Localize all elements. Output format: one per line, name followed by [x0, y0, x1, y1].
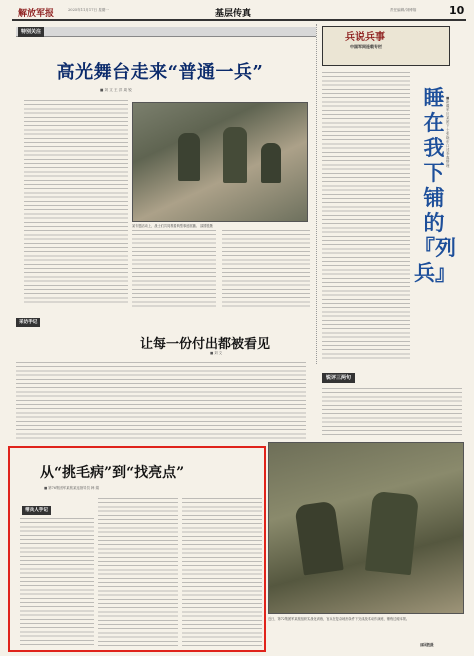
- column-banner: [322, 26, 450, 66]
- kicker-bar: [16, 27, 316, 37]
- soldier-figure: [294, 501, 343, 576]
- article1-photo[interactable]: [132, 102, 308, 222]
- soldier-figure: [261, 143, 281, 183]
- vertical-article-byline: ■ 新疆军区某团下士 张晓东 口述 李鑫 整理: [446, 96, 450, 168]
- article1-body-col1: [24, 100, 128, 305]
- soldier-figure: [365, 491, 419, 575]
- masthead: 解放军报: [18, 9, 55, 19]
- article1-photo-credit: 邵国胜摄: [199, 224, 213, 228]
- vertical-article-headline[interactable]: 睡在我下铺的『列兵』: [414, 85, 456, 285]
- article1-headline[interactable]: 高光舞台走来“普通一兵”: [56, 62, 264, 83]
- vertical-article-body: [322, 72, 410, 362]
- sanlian-tag: 锐评三两句: [322, 373, 355, 383]
- training-photo[interactable]: [268, 442, 464, 614]
- article1-body-col2: [132, 230, 216, 308]
- section-title: 基层传真: [215, 9, 252, 19]
- special-tag: 特别关注: [18, 27, 44, 37]
- soldier-figure: [178, 133, 200, 181]
- issue-date: 2025年11月17日 星期一: [68, 8, 109, 12]
- article1-byline: ■ 刘 文 王 洋 周 锐: [100, 88, 132, 92]
- article3-headline[interactable]: 从“挑毛病”到“找亮点”: [40, 465, 185, 481]
- article1-photo-caption: 某专题活动上，战士们共同观看典型事迹展播。 邵国胜摄: [132, 224, 213, 228]
- article3-body-col2: [98, 498, 178, 646]
- column-title: 兵说兵事: [345, 32, 385, 43]
- article3-byline: ■ 第76集团军某旅某连指导员 韩 娟: [44, 486, 99, 490]
- training-photo-credit: 邵国胜摄: [420, 643, 434, 647]
- article3-column-tag: 带兵人手记: [22, 506, 51, 515]
- journal-tag: 采访手记: [16, 318, 40, 327]
- article3-body-col1: [20, 518, 94, 646]
- article2-body: [16, 362, 306, 442]
- column-divider: [316, 24, 317, 364]
- soldier-figure: [223, 127, 247, 183]
- article2-byline: ■ 刘 文: [210, 351, 223, 355]
- editor-credit: 责任编辑/刘博翔: [390, 8, 417, 12]
- column-subtitle: 中国军网连载专栏: [350, 44, 382, 49]
- header-rule: [12, 19, 466, 21]
- article2-headline[interactable]: 让每一份付出都被看见: [140, 337, 271, 352]
- training-photo-caption: 近日，第72集团军某旅组织实战化训练，官兵在复杂地形条件下完成战术动作演练，锤炼过硬本领。: [268, 617, 410, 621]
- article1-body-col3: [222, 230, 310, 308]
- sanlian-body: [322, 388, 462, 438]
- page-number: 10: [449, 4, 465, 17]
- article3-body-col3: [182, 498, 262, 646]
